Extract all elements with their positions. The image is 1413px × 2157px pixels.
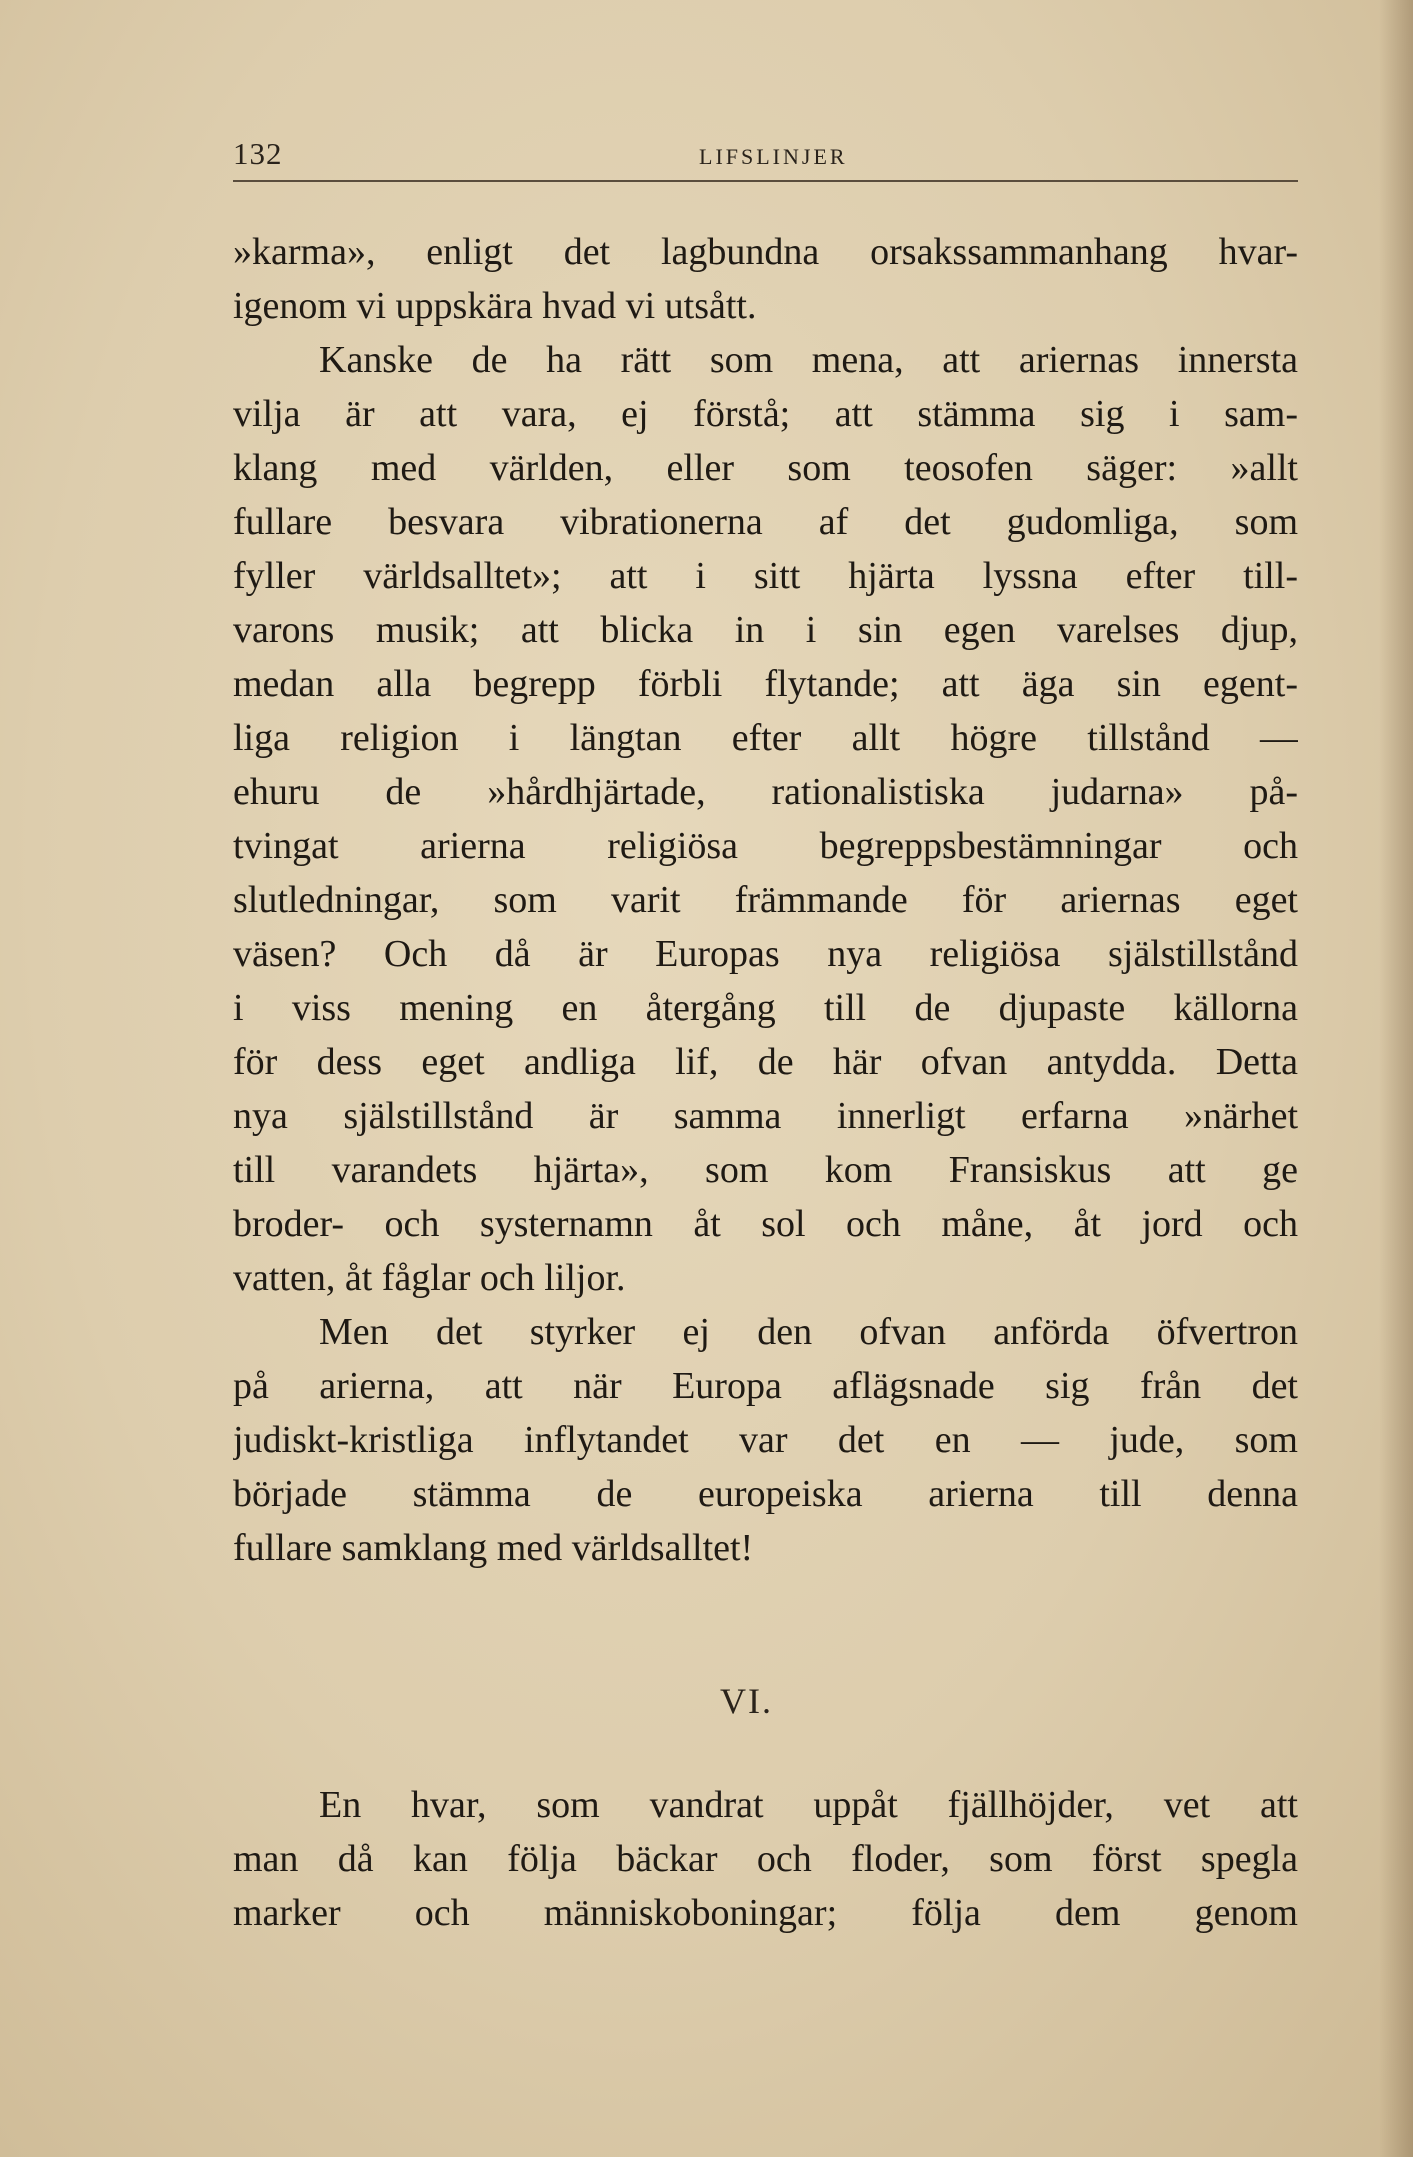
text-line: judiskt-kristliga inflytandet var det en — jude, som bbox=[233, 1419, 1298, 1461]
text-line: vatten, åt fåglar och liljor. bbox=[233, 1257, 626, 1299]
text-line: började stämma de europeiska arierna till denna bbox=[233, 1473, 1298, 1515]
running-title: LIFSLINJER bbox=[699, 144, 848, 169]
text-line: vilja är att vara, ej förstå; att stämma sig i sam- bbox=[233, 393, 1298, 435]
text-line: till varandets hjärta», som kom Fransiskus att ge bbox=[233, 1149, 1298, 1191]
text-line: man då kan följa bäckar och floder, som först spegla bbox=[233, 1838, 1298, 1880]
text-line: för dess eget andliga lif, de här ofvan antydda. Detta bbox=[233, 1041, 1298, 1083]
body-text bbox=[233, 225, 1298, 1575]
text-line: igenom vi uppskära hvad vi utsått. bbox=[233, 285, 757, 327]
text-line: i viss mening en återgång till de djupaste källorna bbox=[233, 987, 1298, 1029]
text-line: ehuru de »hårdhjärtade, rationalistiska judarna» på- bbox=[233, 771, 1298, 813]
text-line: broder- och systernamn åt sol och måne, åt jord och bbox=[233, 1203, 1298, 1245]
text-line: »karma», enligt det lagbundna orsakssammanhang hvar- bbox=[233, 231, 1298, 273]
page-header bbox=[233, 136, 1298, 182]
text-line: fullare samklang med världsalltet! bbox=[233, 1527, 754, 1569]
page-edge-shadow bbox=[1379, 0, 1413, 2157]
text-line: Men det styrker ej den ofvan anförda öfvertron bbox=[319, 1311, 1298, 1353]
text-line: Kanske de ha rätt som mena, att ariernas innersta bbox=[319, 339, 1298, 381]
text-line: klang med världen, eller som teosofen säger: »allt bbox=[233, 447, 1298, 489]
text-line: väsen? Och då är Europas nya religiösa själstillstånd bbox=[233, 933, 1298, 975]
page-number: 132 bbox=[233, 136, 283, 171]
section-heading: VI. bbox=[720, 1681, 773, 1721]
text-line: tvingat arierna religiösa begreppsbestämningar och bbox=[233, 825, 1298, 867]
text-line: marker och människoboningar; följa dem genom bbox=[233, 1892, 1298, 1934]
section-text bbox=[233, 1778, 1298, 1940]
text-line: En hvar, som vandrat uppåt fjällhöjder, vet att bbox=[319, 1784, 1298, 1826]
text-line: nya själstillstånd är samma innerligt erfarna »närhet bbox=[233, 1095, 1298, 1137]
text-line: slutledningar, som varit främmande för ariernas eget bbox=[233, 879, 1298, 921]
text-line: fyller världsalltet»; att i sitt hjärta lyssna efter till- bbox=[233, 555, 1298, 597]
text-line: liga religion i längtan efter allt högre tillstånd — bbox=[233, 717, 1298, 759]
text-line: varons musik; att blicka in i sin egen varelses djup, bbox=[233, 609, 1298, 651]
text-line: medan alla begrepp förbli flytande; att äga sin egent- bbox=[233, 663, 1298, 705]
text-line: på arierna, att när Europa aflägsnade sig från det bbox=[233, 1365, 1298, 1407]
text-line: fullare besvara vibrationerna af det gudomliga, som bbox=[233, 501, 1298, 543]
